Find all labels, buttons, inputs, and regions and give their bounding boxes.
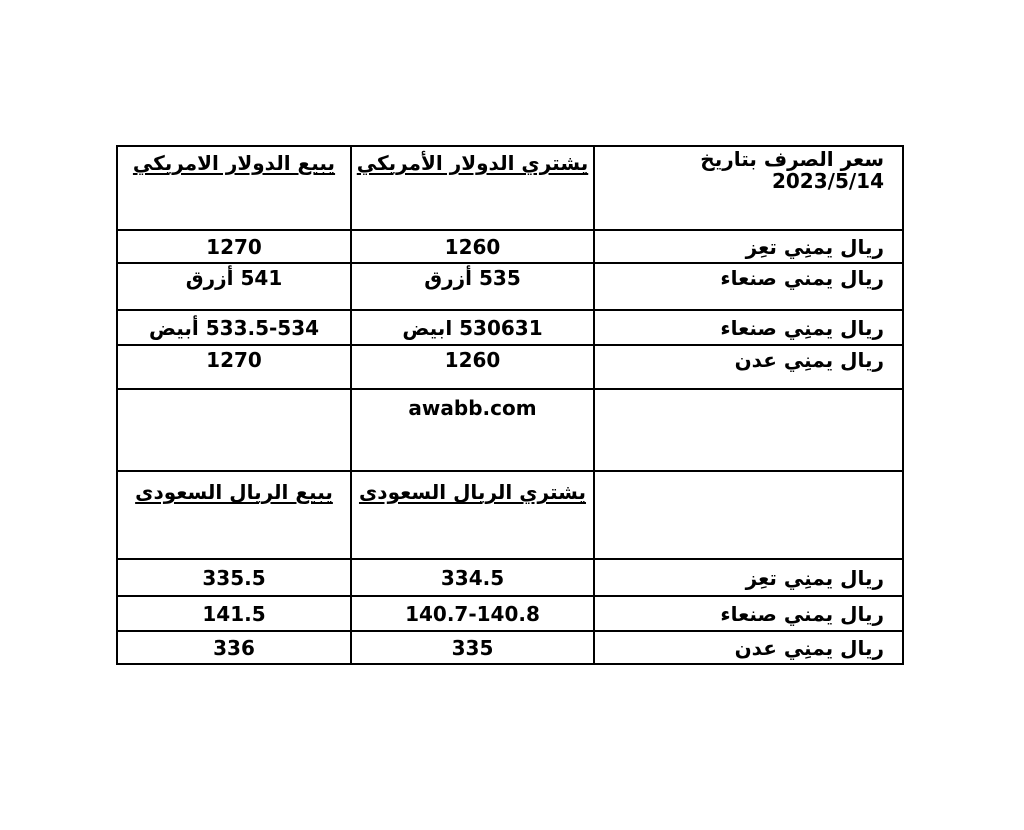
sar-buy-header [351, 471, 594, 559]
buy-value: 530631 ابيض [351, 310, 594, 345]
buy-value: 140.7-140.8 [351, 596, 594, 631]
website-text: awabb.com [408, 396, 537, 420]
website-row [117, 389, 903, 471]
buy-value: 1260 [351, 345, 594, 389]
buy-value: 535 أزرق [351, 263, 594, 310]
row-label: ريال يمنِي تعِز [594, 559, 903, 596]
title-line: سعر الصرف بتاريخ [700, 147, 884, 171]
table-row [117, 310, 903, 345]
date-title-cell [594, 146, 903, 230]
sar-sell-header-text: يبيع الريال السعودى [135, 480, 333, 504]
buy-value: 335 [351, 631, 594, 664]
sell-value: 541 أزرق [117, 263, 351, 310]
sell-value: 1270 [117, 230, 351, 263]
sar-buy-header-text: يشتري الريال السعودى [358, 480, 587, 504]
sell-value: 335.5 [117, 559, 351, 596]
row-label: ريال يمنِي صنعاء [594, 310, 903, 345]
title-date: 2023/5/14 [771, 169, 884, 193]
usd-buy-header-text: يشتري الدولار الأمريكي [356, 151, 589, 175]
exchange-rate-table [116, 145, 904, 665]
empty-cell [594, 389, 903, 471]
table-row [117, 596, 903, 631]
usd-sell-header-text: يبيع الدولار الامريكي [132, 151, 336, 175]
sell-value: 533.5-534 أبيض [117, 310, 351, 345]
buy-value: 334.5 [351, 559, 594, 596]
sar-sell-header [117, 471, 351, 559]
usd-sell-header [117, 146, 351, 230]
usd-header-row [117, 146, 903, 230]
row-label: ريال يمني صنعاء [594, 596, 903, 631]
sell-value: 1270 [117, 345, 351, 389]
table-row [117, 559, 903, 596]
sell-value: 336 [117, 631, 351, 664]
table-row [117, 230, 903, 263]
table-row [117, 631, 903, 664]
row-label: ريال يمني صنعاء [594, 263, 903, 310]
sell-value: 141.5 [117, 596, 351, 631]
empty-cell [117, 389, 351, 471]
buy-value: 1260 [351, 230, 594, 263]
row-label: ريال يمنِي عدن [594, 345, 903, 389]
table-row [117, 345, 903, 389]
empty-cell [594, 471, 903, 559]
row-label: ريال يمنِي تعِز [594, 230, 903, 263]
sar-header-row [117, 471, 903, 559]
table-row [117, 263, 903, 310]
usd-buy-header [351, 146, 594, 230]
row-label: ريال يمنِي عدن [594, 631, 903, 664]
website-cell [351, 389, 594, 471]
